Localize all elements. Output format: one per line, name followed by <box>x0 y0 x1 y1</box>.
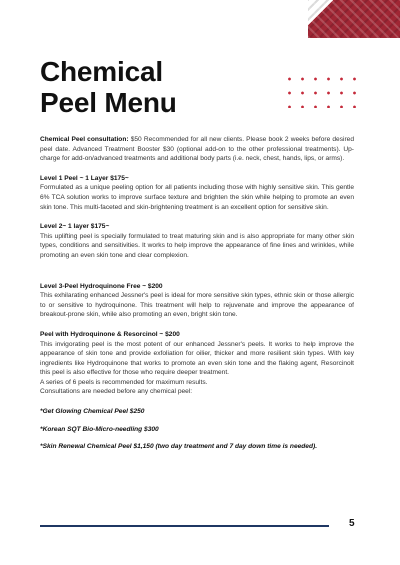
page-number: 5 <box>349 518 355 529</box>
footer-rule <box>40 525 329 527</box>
peel-description: This exhilarating enhanced Jessner's peel is ideal for more sensitive skin types, ethnic skin or those allergic to or sensitive to hydroquinone. This treatment will help to rejuvenate and improve the appearance of breakout-prone skin, while also promoting an even, bright skin tone. <box>40 292 354 319</box>
consultation-note: Consultations are needed before any chemical peel: <box>40 388 193 396</box>
peel-description: This uplifting peel is specially formulated to treat maturing skin and is also appropriate for many other skin types, conditions and sensitivities. It works to help improve the appearance of fine lines and wrinkles, while promoting an even skin tone and clear complexion. <box>40 232 354 259</box>
special-offer: *Skin Renewal Chemical Peel $1,150 (two day treatment and 7 day down time is needed). <box>40 443 318 451</box>
title-line-1: Chemical <box>40 56 163 87</box>
series-note: A series of 6 peels is recommended for maximum results. <box>40 378 208 386</box>
consultation-label: Chemical Peel consultation: <box>40 136 129 143</box>
peel-heading: Level 1 Peel ~ 1 Layer $175~ <box>40 174 129 182</box>
peel-description: This invigorating peel is the most potent of our enhanced Jessner's peels. It works to help improve the appearance of skin tone and provide exfoliation for oilier, thicker and more resilient skin types. With key ingredients like Hydroquinone that works to promote an even skin tone and the flaking agent, Resorcinolt this peel is also effective for those who require deeper treatment. <box>40 340 354 377</box>
consultation-paragraph <box>40 135 354 164</box>
menu-content <box>40 135 354 452</box>
peel-heading: Peel with Hydroquinone & Resorcinol ~ $200 <box>40 330 180 338</box>
special-offer: *Korean SQT Bio-Micro-needling $300 <box>40 425 159 433</box>
title-line-2: Peel Menu <box>40 87 177 118</box>
peel-heading: Level 3-Peel Hydroquinone Free ~ $200 <box>40 282 163 290</box>
page-title <box>40 56 177 118</box>
peel-description: Formulated as a unique peeling option for all patients including those with highly sensitive skin. This gentle 6% TCA solution works to improve surface texture and brighten the skin while helping to promote an even skin tone. This multi-faceted and skin-brightening treatment is an excellent option for sensitive skin. <box>40 184 354 211</box>
dot-grid-decoration <box>283 72 363 108</box>
corner-decoration <box>308 0 400 38</box>
peel-heading: Level 2~ 1 layer $175~ <box>40 223 110 231</box>
special-offer: *Get Glowing Chemical Peel $250 <box>40 408 145 416</box>
consultation-text: $50 Recommended for all new clients. Please book 2 weeks before desired peel date. Advanced Treatment Booster $30 (optional add-on to the other professional treatments). Up-charge for add-on/advanced treatments and additional body parts (i.e. neck, chest, hands, lips, or arms). <box>40 136 355 163</box>
